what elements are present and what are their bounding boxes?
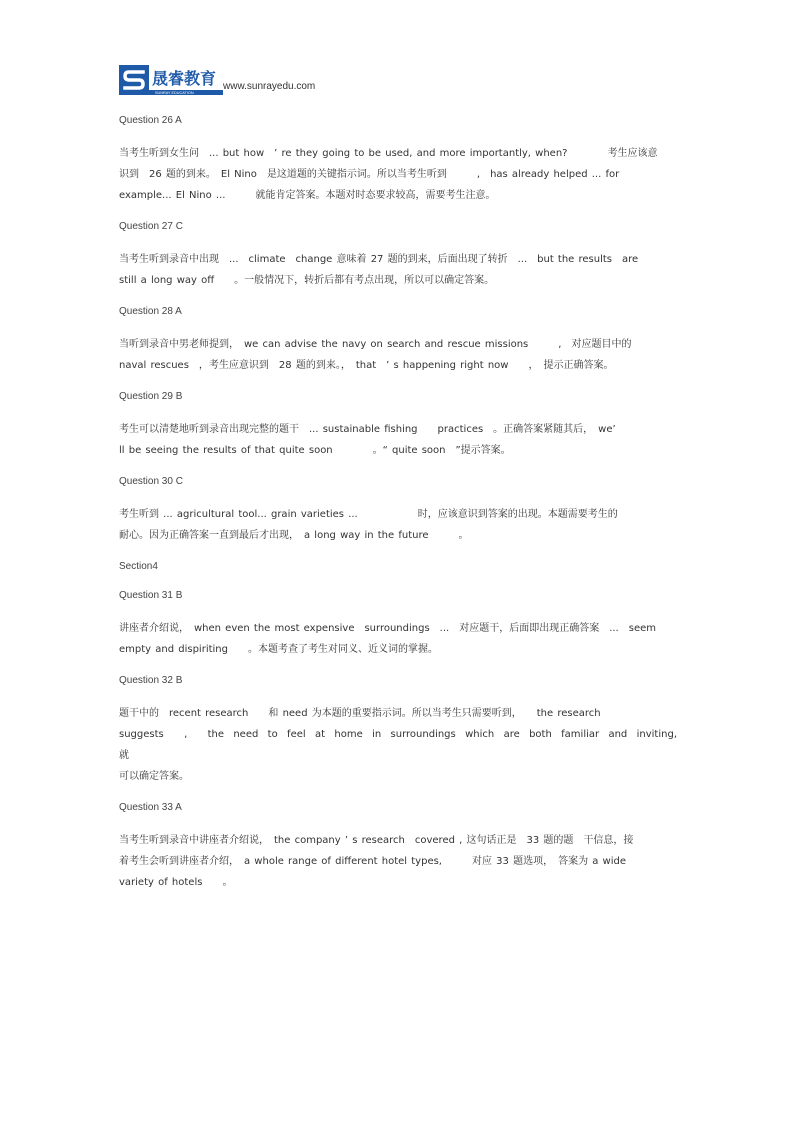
explanation-line: example... El Nino ... 就能肯定答案。本题对时态要求较高，需要考生注意。 [119,190,496,201]
explanation-line: naval rescues ，考生应意识到 28 题的到来。， that ’ s happening right now ， 提示正确答案。 [119,360,614,371]
explanation-line: 考生听到 ... agricultural tool... grain varieties ... 时，应该意识到答案的出现。本题需要考生的 [119,509,618,520]
explanation-paragraph [119,504,677,546]
question-heading: Question 30 C [119,476,183,487]
explanation-line: 可以确定答案。 [119,771,189,782]
site-url[interactable]: www.sunrayedu.com [223,81,316,92]
explanation-paragraph [119,249,677,291]
explanation-paragraph [119,419,677,461]
question-heading: Question 29 B [119,391,183,402]
explanation-line: 讲座者介绍说， when even the most expensive surroundings ... 对应题干，后面即出现正确答案 ... seem [119,623,656,634]
explanation-line: 考生可以清楚地听到录音出现完整的题干 ... sustainable fishing practices 。正确答案紧随其后， we’ [119,424,616,435]
explanation-line: still a long way off 。一般情况下，转折后都有考点出现，所以可以确定答案。 [119,275,495,286]
explanation-line: 当考生听到录音中出现 ... climate change 意味着 27 题的到来，后面出现了转折 ... but the results are [119,254,639,265]
logo-chinese-name: 晟睿教育 [152,69,217,88]
explanation-line: suggests , the need to feel at home in surroundings which are both familiar and inviting, 就 [119,729,757,761]
explanation-line: 当听到录音中男老师提到， we can advise the navy on search and rescue missions , 对应题目中的 [119,339,632,350]
explanation-paragraph [119,143,677,206]
question-heading: Question 33 A [119,802,182,813]
explanation-line: 着考生会听到讲座者介绍， a whole range of different hotel types, 对应 33 题选项， 答案为 a wide [119,856,627,867]
explanation-line: 识到 26 题的到来。 El Nino 是这道题的关键指示词。所以当考生听到 , has already helped ... for [119,169,620,180]
explanation-line: 题干中的 recent research 和 need 为本题的重要指示词。所以当考生只需要听到， the research [119,708,601,719]
answer-explanations [119,114,757,907]
explanation-line: 耐心。因为正确答案一直到最后才出现， a long way in the future 。 [119,530,469,541]
logo-english-name: SUNRAY EDUCATION [155,91,194,95]
explanation-paragraph [119,830,677,893]
explanation-line: empty and dispiriting 。本题考查了考生对同义、近义词的掌握。 [119,644,438,655]
question-heading: Section4 [119,561,158,572]
question-heading: Question 26 A [119,115,182,126]
explanation-paragraph [119,618,677,660]
explanation-line: 当考生听到录音中讲座者介绍说， the company ’ s research covered , 这句话正是 33 题的题 干信息，接 [119,835,634,846]
question-heading: Question 28 A [119,306,182,317]
question-heading: Question 32 B [119,675,183,686]
question-heading: Question 31 B [119,590,183,601]
question-heading: Question 27 C [119,221,183,232]
sunray-logo [119,63,223,97]
explanation-line: variety of hotels 。 [119,877,233,888]
explanation-paragraph [119,334,677,376]
explanation-line: 当考生听到女生问 ... but how ’ re they going to be used, and more importantly, when? 考生应该意 [119,148,658,159]
explanation-paragraph [119,703,757,787]
explanation-line: ll be seeing the results of that quite soon 。“ quite soon ”提示答案。 [119,445,511,456]
